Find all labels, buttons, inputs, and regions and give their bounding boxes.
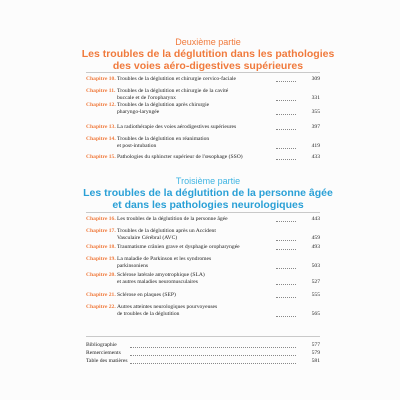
leader-dots [130, 355, 296, 356]
leader-dots [276, 221, 296, 222]
part3-header [78, 176, 338, 211]
chapter-number: Chapitre 19. [86, 256, 116, 262]
chapter-number: Chapitre 10. [86, 76, 116, 82]
back-matter-title: Remerciements [86, 350, 121, 356]
leader-dots [276, 284, 296, 285]
chapter-title: Troubles de la déglutition après un Accident Vasculaire Cérébral (AVC) [117, 228, 216, 241]
chapter-number: Chapitre 20. [86, 272, 116, 278]
back-matter-divider [86, 336, 320, 337]
chapter-number: Chapitre 11. [86, 88, 116, 94]
back-matter-entry [86, 342, 320, 349]
chapter-number: Chapitre 15. [86, 154, 116, 160]
leader-dots [276, 268, 296, 269]
chapter-title: Traumatisme crânien grave et dysphagie oropharyngée [117, 244, 240, 250]
leader-dots [276, 249, 296, 250]
part3-title-line2: et dans les pathologies neurologiques [112, 199, 304, 211]
chapter-title: Pathologies du sphincter supérieur de l'œsophage (SSO) [117, 154, 243, 160]
back-matter-title: Table des matières [86, 358, 128, 364]
chapter-title: La radiothérapie des voies aérodigestives supérieures [117, 124, 237, 130]
leader-dots [276, 129, 296, 130]
chapter-title: Les troubles de la déglutition de la personne âgée [117, 216, 228, 222]
chapter-number: Chapitre 18. [86, 244, 116, 250]
part2-header [78, 37, 338, 72]
page-number: 459 [311, 235, 320, 241]
page-number: 419 [311, 143, 320, 149]
toc-entry [86, 216, 320, 223]
part3-title-line1: Les troubles de la déglutition de la personne âgée [83, 187, 333, 199]
page-number: 397 [311, 124, 320, 130]
page-number: 493 [311, 244, 320, 250]
chapter-number: Chapitre 16. [86, 216, 116, 222]
chapter-number: Chapitre 12. [86, 102, 116, 108]
part2-label: Deuxième partie [175, 37, 241, 47]
page-number: 577 [311, 342, 320, 348]
toc-entry [86, 272, 320, 286]
chapter-number: Chapitre 22. [86, 304, 116, 310]
part2-title-line2: des voies aéro-digestives supérieures [112, 60, 304, 72]
leader-dots [130, 347, 296, 348]
chapter-title: Sclérose latérale amyotrophique (SLA) et autres maladies neuromusculaires [117, 272, 205, 285]
leader-dots [276, 159, 296, 160]
back-matter-title: Bibliographie [86, 342, 117, 348]
toc-entry [86, 88, 320, 102]
back-matter-entry [86, 358, 320, 365]
leader-dots [276, 316, 296, 317]
leader-dots [130, 363, 296, 364]
toc-entry [86, 76, 320, 83]
leader-dots [276, 100, 296, 101]
page-number: 443 [311, 216, 320, 222]
chapter-title: Troubles de la déglutition et chirurgie de la cavité buccale et de l'oropharynx [117, 88, 229, 101]
page-number: 309 [311, 76, 320, 82]
toc-entry [86, 304, 320, 318]
page-number: 555 [311, 292, 320, 298]
page-number: 579 [311, 350, 320, 356]
page-number: 433 [311, 154, 320, 160]
leader-dots [276, 114, 296, 115]
chapter-number: Chapitre 21. [86, 292, 116, 298]
part2-divider [86, 72, 320, 73]
leader-dots [276, 148, 296, 149]
page-number: 527 [311, 279, 320, 285]
chapter-title: Troubles de la déglutition et chirurgie cervico-faciale [117, 76, 236, 82]
leader-dots [276, 240, 296, 241]
chapter-title: La maladie de Parkinson et les syndromes parkinsoniens [117, 256, 212, 269]
page-number: 565 [311, 311, 320, 317]
toc-entry [86, 154, 320, 161]
chapter-number: Chapitre 14. [86, 136, 116, 142]
chapter-title: Autres atteintes neurologiques pourvoyeuses de troubles de la déglutition [117, 304, 218, 317]
leader-dots [276, 81, 296, 82]
part3-divider [86, 212, 320, 213]
part2-title-line1: Les troubles de la déglutition dans les pathologies [81, 48, 335, 60]
toc-entry [86, 256, 320, 270]
toc-entry [86, 136, 320, 150]
back-matter-entry [86, 350, 320, 357]
page-number: 355 [311, 109, 320, 115]
chapter-number: Chapitre 17. [86, 228, 116, 234]
part3-label: Troisième partie [175, 176, 241, 186]
page-number: 581 [311, 358, 320, 364]
page-number: 331 [311, 95, 320, 101]
chapter-number: Chapitre 13. [86, 124, 116, 130]
page-number: 503 [311, 263, 320, 269]
toc-entry [86, 292, 320, 299]
leader-dots [276, 297, 296, 298]
toc-entry [86, 124, 320, 131]
toc-entry [86, 102, 320, 116]
chapter-title: Troubles de la déglutition après chirurgie pharyngo-laryngée [117, 102, 210, 115]
toc-entry [86, 228, 320, 242]
chapter-title: Troubles de la déglutition en réanimation et post-intubation [117, 136, 210, 149]
chapter-title: Sclérose en plaques (SEP) [117, 292, 176, 298]
toc-entry [86, 244, 320, 251]
